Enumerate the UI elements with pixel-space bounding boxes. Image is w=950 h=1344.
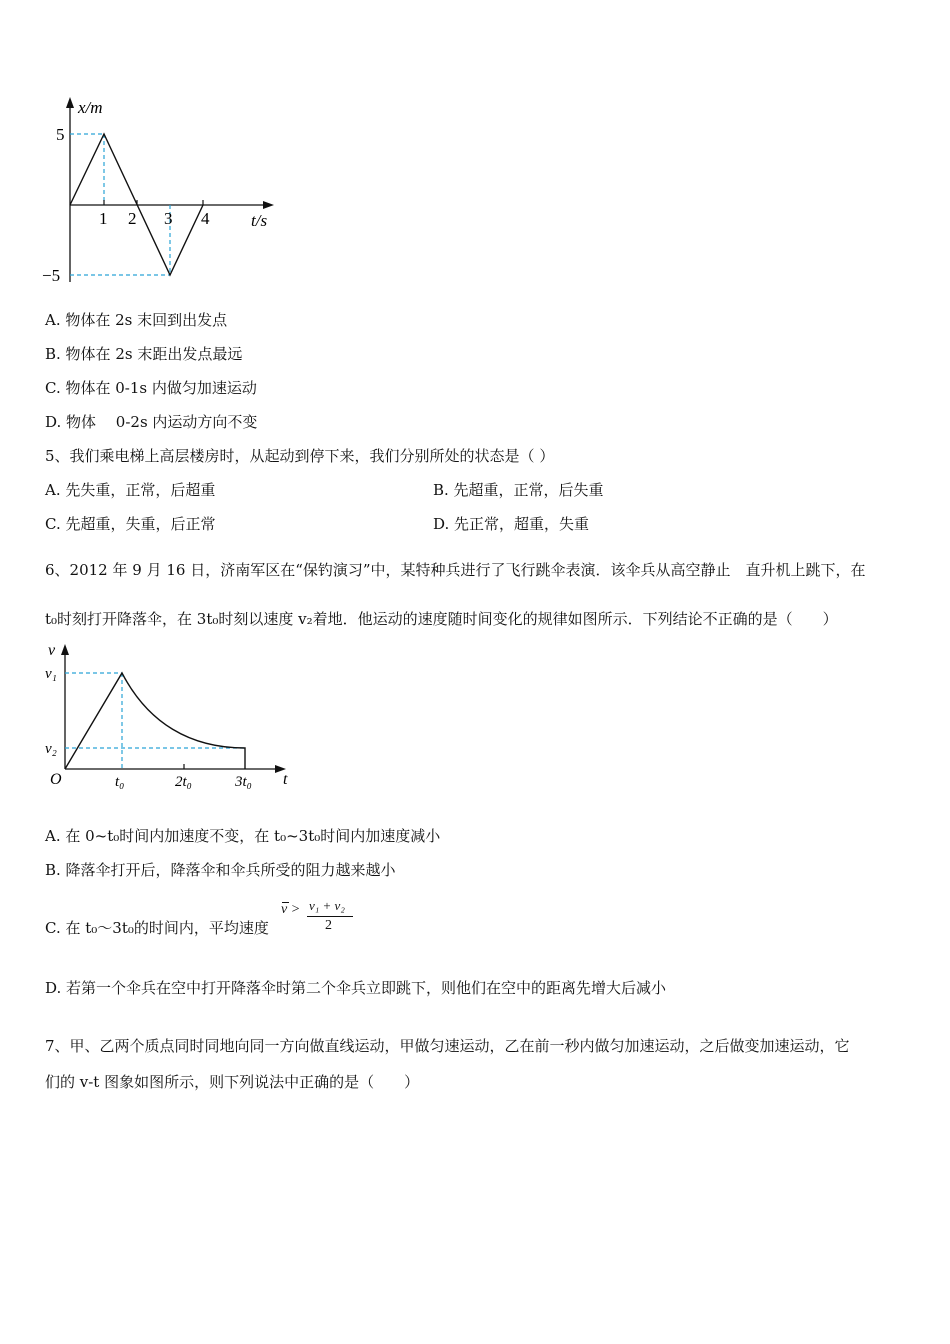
q6-stem-line1: 6、2012 年 9 月 16 日，济南军区在“保钓演习”中，某特种兵进行了飞行跳伞表演．该伞兵从高空静止 直升机上跳下，在 [45, 561, 866, 579]
q5-option-a: A. 先失重，正常，后超重 [45, 481, 216, 499]
x-tick-2t0: 2t₀ [175, 774, 192, 790]
q5-option-c: C. 先超重，失重，后正常 [45, 515, 216, 533]
q5-option-b: B. 先超重，正常，后失重 [433, 481, 604, 499]
q4-option-d: D. 物体 0-2s 内运动方向不变 [45, 413, 258, 431]
q7-stem-line1: 7、甲、乙两个质点同时同地向同一方向做直线运动，甲做匀速运动，乙在前一秒内做匀加速运动，之后做变加速运动，它 [45, 1037, 850, 1055]
q4-option-a: A. 物体在 2s 末回到出发点 [45, 311, 228, 329]
y-tick-v1: v₁ [45, 666, 57, 682]
v-t-curve [65, 673, 245, 769]
x-tick-2: 2 [128, 209, 137, 228]
origin-label: O [50, 771, 62, 788]
q5-stem: 5、我们乘电梯上高层楼房时，从起动到停下来，我们分别所处的状态是（ ） [45, 447, 555, 465]
q6-option-c: C. 在 t₀～3t₀的时间内，平均速度 [45, 919, 269, 937]
q6-option-d: D. 若第一个伞兵在空中打开降落伞时第二个伞兵立即跳下，则他们在空中的距离先增大后减小 [45, 979, 667, 997]
formula-denominator: 2 [325, 918, 332, 933]
y-axis-label: v [48, 642, 56, 659]
q7-stem-line2: 们的 v-t 图象如图所示，则下列说法中正确的是（ ） [45, 1073, 420, 1091]
y-axis-arrow [61, 644, 69, 655]
y-tick-neg5: −5 [42, 266, 61, 285]
v-t-graph [40, 638, 300, 798]
y-tick-v2: v₂ [45, 741, 57, 757]
q6-option-a: A. 在 0~t₀时间内加速度不变，在 t₀~3t₀时间内加速度减小 [45, 827, 441, 845]
x-tick-t0: t₀ [115, 774, 125, 790]
x-axis-arrow [263, 201, 274, 209]
q6-option-c-formula [281, 898, 361, 940]
formula-numerator: v₁ + v₂ [309, 898, 345, 913]
y-tick-5: 5 [56, 125, 65, 144]
vbar-symbol: v > [281, 902, 301, 917]
q6-stem-line2: t₀时刻打开降落伞，在 3t₀时刻以速度 v₂着地．他运动的速度随时间变化的规律如图所示．下列结论不正确的是（ ） [45, 610, 838, 628]
q5-option-d: D. 先正常，超重，失重 [433, 515, 590, 533]
x-tick-3t0: 3t₀ [235, 774, 252, 790]
q4-option-b: B. 物体在 2s 末距出发点最远 [45, 345, 243, 363]
x-tick-1: 1 [99, 209, 108, 228]
y-axis-arrow [66, 97, 74, 108]
x-t-graph [40, 92, 290, 292]
fraction-bar [307, 916, 353, 917]
x-tick-4: 4 [201, 209, 210, 228]
q4-option-c: C. 物体在 0-1s 内做匀加速运动 [45, 379, 257, 397]
vbar-overline [282, 902, 289, 903]
x-axis-label: t [283, 771, 288, 788]
q6-option-b: B. 降落伞打开后，降落伞和伞兵所受的阻力越来越小 [45, 861, 396, 879]
y-axis-label: x/m [78, 98, 103, 117]
x-tick-3: 3 [164, 209, 173, 228]
x-axis-label: t/s [251, 211, 268, 230]
